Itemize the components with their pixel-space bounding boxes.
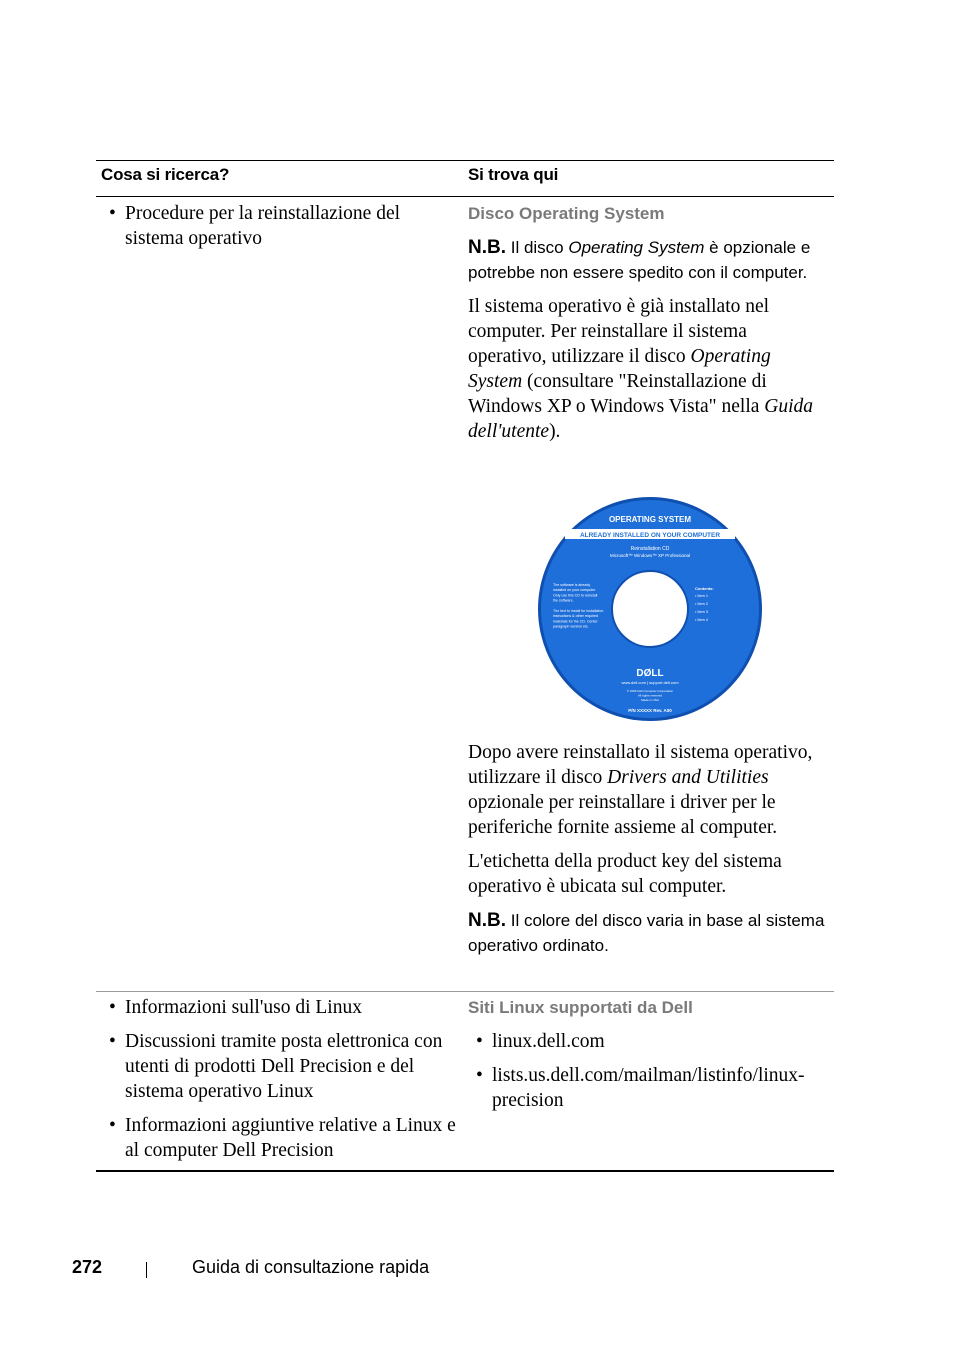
header-where-found: Si trova qui — [468, 165, 559, 184]
note-label: N.B. — [468, 910, 506, 931]
disc-left-text-line: the software. — [553, 598, 574, 603]
note-label: N.B. — [468, 237, 506, 258]
paragraph-product-key: L'etichetta della product key del sistema operativo è ubicata sul computer. — [468, 851, 782, 897]
header-what-looking-for: Cosa si ricerca? — [101, 165, 230, 184]
disc-fine-print: Made in USA — [641, 698, 659, 702]
disc-left-text-line: paragraph version etc. — [553, 624, 589, 629]
header-rule — [96, 196, 834, 197]
bullet-icon: • — [109, 997, 116, 1018]
disc-banner: ALREADY INSTALLED ON YOUR COMPUTER — [579, 532, 721, 539]
note-os-disc-optional: N.B. Il disco Operating System è opzionale e potrebbe non essere spedito con il computer. — [468, 237, 811, 282]
disc-fine-print: All rights reserved — [637, 693, 663, 698]
disc-url: www.dell.com | support.dell.com — [621, 680, 679, 685]
footer-title: Guida di consultazione rapida — [192, 1257, 430, 1277]
disc-contents-item: • Item 2 — [695, 602, 708, 606]
row2-left — [101, 995, 461, 1172]
row2-right — [468, 995, 828, 1122]
row1-left — [101, 201, 461, 260]
row-divider — [96, 991, 834, 992]
disc-contents-item: • Item 1 — [695, 594, 708, 598]
disc-contents-item: • Item 4 — [695, 618, 708, 622]
link-mailing-list[interactable]: • lists.us.dell.com/mailman/listinfo/linux-precision — [476, 1065, 805, 1111]
disc-fine-print: © 2006 Dell Computer Corporation — [626, 689, 674, 693]
bullet-icon: • — [476, 1031, 483, 1052]
disc-left-text-line: instructions & other required — [553, 614, 598, 619]
dell-logo: DØLL — [636, 668, 664, 679]
paragraph-drivers-utilities: Dopo avere reinstallato il sistema operativo, utilizzare il disco Drivers and Utilities opzionale per reinstallare i driver per le periferiche fornite assieme al computer. — [468, 742, 813, 838]
disc-part-number: P/N XXXXX Rev. A00 — [628, 708, 672, 713]
disc-line1: Reinstallation CD — [630, 546, 670, 552]
disc-left-text-line: The text to install for installation — [553, 609, 604, 613]
page-number: 272 — [72, 1257, 103, 1277]
note-disc-color: N.B. Il colore del disco varia in base al sistema operativo ordinato. — [468, 910, 825, 955]
footer-divider — [146, 1262, 147, 1278]
table-bottom-rule — [96, 1170, 834, 1172]
os-disc-image — [537, 496, 763, 722]
disc-header: OPERATING SYSTEM — [608, 515, 692, 524]
disc-left-text-line: Only use this CD to reinstall — [553, 593, 598, 598]
disc-contents-item: • Item 3 — [695, 610, 708, 614]
disc-left-text-line: materials for the CD. Center — [553, 619, 598, 624]
bullet-icon: • — [109, 1115, 116, 1136]
row1-right-after-disc — [468, 740, 828, 967]
list-item: • Informazioni aggiuntive relative a Linux e al computer Dell Precision — [109, 1115, 456, 1161]
paragraph-reinstall-os: Il sistema operativo è già installato nel computer. Per reinstallare il sistema operativo, utilizzare il disco Operating System (consultare "Reinstallazione di Windows XP o Windows Vista" nella Guida dell'utente). — [468, 296, 814, 442]
section-title-linux-sites: Siti Linux supportati da Dell — [468, 998, 693, 1017]
disc-contents-title: Contents: — [695, 586, 714, 591]
list-item: • Informazioni sull'uso di Linux — [109, 997, 362, 1018]
disc-line2: Microsoft™ Windows™ XP Professional — [610, 553, 690, 558]
cd-disc-icon — [537, 496, 763, 722]
list-item: • Discussioni tramite posta elettronica con utenti di prodotti Dell Precision e del sistema operativo Linux — [109, 1031, 443, 1102]
table-top-rule — [96, 160, 834, 161]
list-item: • Procedure per la reinstallazione del sistema operativo — [109, 203, 401, 249]
disc-left-text-line: The software is already — [553, 583, 591, 587]
link-linux-dell[interactable]: • linux.dell.com — [476, 1031, 605, 1052]
row1-right — [468, 201, 828, 453]
bullet-icon: • — [109, 1031, 116, 1052]
bullet-icon: • — [109, 203, 116, 224]
disc-left-text-line: installed on your computer. — [553, 588, 596, 593]
section-title-os-disc: Disco Operating System — [468, 204, 665, 223]
bullet-icon: • — [476, 1065, 483, 1086]
